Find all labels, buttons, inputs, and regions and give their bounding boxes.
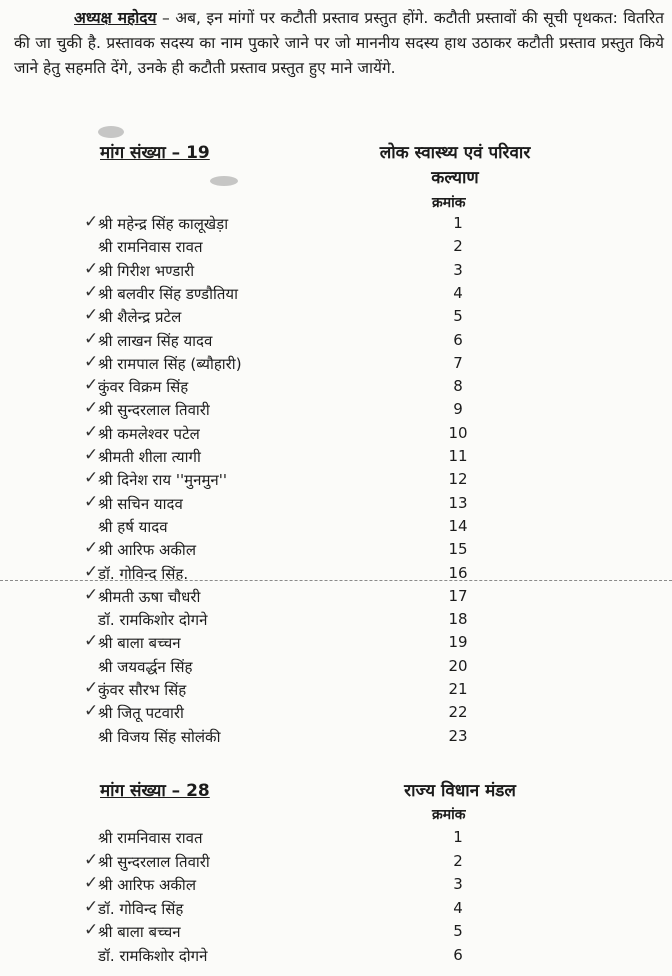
serial-number: 1 bbox=[453, 214, 463, 232]
serial-number: 6 bbox=[453, 330, 463, 349]
list-item bbox=[0, 377, 672, 400]
check-mark-icon: ✓ bbox=[84, 873, 99, 893]
speaker-label: अध्यक्ष महोदय bbox=[74, 9, 157, 27]
list-item bbox=[0, 281, 672, 307]
list-item bbox=[0, 491, 672, 517]
serial-number: 2 bbox=[453, 237, 463, 256]
page-divider-line bbox=[0, 580, 672, 581]
member-name: श्री कमलेश्वर पटेल bbox=[98, 424, 200, 443]
member-name: श्री दिनेश राय ''मुनमुन'' bbox=[98, 471, 227, 490]
member-name: श्रीमती शीला त्यागी bbox=[98, 448, 201, 466]
check-mark-icon: ✓ bbox=[84, 538, 99, 559]
member-name: श्री शैलेन्द्र प्रटेल bbox=[98, 308, 182, 327]
check-mark-icon: ✓ bbox=[84, 421, 99, 442]
intro-text: – अब, इन मांगों पर कटौती प्रस्ताव प्रस्तुत होंगे. कटौती प्रस्तावों की सूची पृथकत: वितरित की जा चुकी है. प्रस्तावक सदस्य का नाम पुकारे जाने पर जो माननीय सदस्य हाथ उठाकर कटौती प्रस्ताव प्रस्तुत किये जाने हेतु सहमति देंगे, उनके ही कटौती प्रस्ताव प्रस्तुत हुए माने जायेंगे. bbox=[14, 9, 665, 77]
serial-number: 4 bbox=[453, 898, 463, 917]
check-mark-icon: ✓ bbox=[84, 281, 99, 302]
list-item bbox=[0, 828, 672, 851]
list-item bbox=[0, 849, 672, 875]
member-name: कुंवर सौरभ सिंह bbox=[98, 681, 187, 699]
serial-number: 1 bbox=[453, 828, 463, 846]
member-name: श्री सुन्दरलाल तिवारी bbox=[98, 852, 210, 871]
list-item bbox=[0, 351, 672, 377]
list-item bbox=[0, 328, 672, 354]
serial-number: 17 bbox=[448, 586, 468, 605]
section1-kramank-header: क्रमांक bbox=[432, 195, 466, 211]
member-name: श्री बाला बच्चन bbox=[98, 634, 181, 653]
check-mark-icon: ✓ bbox=[84, 631, 99, 652]
list-item bbox=[0, 258, 672, 284]
list-item bbox=[0, 561, 672, 587]
member-name: श्री रामनिवास रावत bbox=[98, 829, 203, 847]
check-mark-icon: ✓ bbox=[84, 305, 99, 326]
section2-kramank-header: क्रमांक bbox=[432, 807, 466, 823]
serial-number: 5 bbox=[453, 307, 463, 326]
check-mark-icon: ✓ bbox=[84, 920, 99, 940]
section1-dept-line2: कल्याण bbox=[431, 168, 479, 188]
section2-title: मांग संख्या – 28 bbox=[100, 781, 210, 801]
list-item bbox=[0, 633, 672, 656]
list-item bbox=[0, 727, 672, 750]
list-item bbox=[0, 922, 672, 945]
serial-number: 21 bbox=[448, 680, 468, 698]
section1-title: मांग संख्या – 19 bbox=[100, 143, 210, 163]
list-item bbox=[0, 421, 672, 447]
member-name: डॉ. गोविन्द सिंह bbox=[98, 899, 184, 918]
serial-number: 3 bbox=[453, 875, 463, 893]
check-mark-icon: ✓ bbox=[84, 468, 99, 489]
serial-number: 22 bbox=[448, 703, 468, 722]
member-name: श्री लाखन सिंह यादव bbox=[98, 331, 213, 350]
serial-number: 7 bbox=[453, 353, 463, 372]
member-name: श्री रामनिवास रावत bbox=[98, 238, 203, 257]
serial-number: 11 bbox=[448, 447, 468, 465]
member-name: श्री विजय सिंह सोलंकी bbox=[98, 727, 221, 746]
check-mark-icon: ✓ bbox=[84, 398, 99, 419]
member-name: डॉ. गोविन्द सिंह. bbox=[98, 564, 189, 583]
serial-number: 13 bbox=[448, 493, 468, 512]
serial-number: 8 bbox=[453, 377, 463, 396]
member-name: श्री हर्ष यादव bbox=[98, 517, 168, 536]
list-item bbox=[0, 610, 672, 633]
serial-number: 15 bbox=[448, 540, 468, 559]
list-item bbox=[0, 680, 672, 703]
member-name: श्री सुन्दरलाल तिवारी bbox=[98, 401, 210, 420]
list-item bbox=[0, 517, 672, 540]
serial-number: 18 bbox=[448, 610, 468, 629]
serial-number: 23 bbox=[448, 726, 468, 745]
list-item bbox=[0, 540, 672, 563]
section2-dept-line1: राज्य विधान मंडल bbox=[404, 781, 516, 801]
check-mark-icon: ✓ bbox=[84, 896, 99, 917]
member-name: श्री गिरीश भण्डारी bbox=[98, 261, 195, 280]
list-item bbox=[0, 470, 672, 493]
member-name: श्री महेन्द्र सिंह कालूखेड़ा bbox=[98, 215, 229, 233]
list-item bbox=[0, 896, 672, 922]
check-mark-icon: ✓ bbox=[84, 351, 99, 372]
list-item bbox=[0, 946, 672, 969]
list-item bbox=[0, 584, 672, 610]
member-name: श्री बाला बच्चन bbox=[98, 923, 181, 941]
check-mark-icon: ✓ bbox=[84, 258, 99, 279]
member-name: श्री जितू पटवारी bbox=[98, 704, 184, 723]
ink-smudge bbox=[210, 176, 238, 186]
intro-paragraph bbox=[14, 6, 664, 81]
serial-number: 10 bbox=[448, 423, 468, 442]
check-mark-icon: ✓ bbox=[84, 328, 99, 349]
list-item bbox=[0, 214, 672, 237]
list-item bbox=[0, 400, 672, 423]
serial-number: 5 bbox=[453, 922, 463, 940]
member-name: श्री रामपाल सिंह (ब्यौहारी) bbox=[98, 354, 242, 373]
serial-number: 14 bbox=[448, 516, 468, 535]
check-mark-icon: ✓ bbox=[84, 678, 99, 698]
member-name: श्री जयवर्द्धन सिंह bbox=[98, 657, 193, 676]
member-name: श्रीमती ऊषा चौधरी bbox=[98, 587, 201, 606]
member-name: डॉ. रामकिशोर दोगने bbox=[98, 946, 208, 965]
serial-number: 4 bbox=[453, 283, 463, 302]
check-mark-icon: ✓ bbox=[84, 849, 99, 870]
list-item bbox=[0, 447, 672, 470]
check-mark-icon: ✓ bbox=[84, 375, 99, 396]
check-mark-icon: ✓ bbox=[84, 701, 99, 722]
member-name: डॉ. रामकिशोर दोगने bbox=[98, 611, 208, 630]
check-mark-icon: ✓ bbox=[84, 584, 99, 605]
member-name: श्री सचिन यादव bbox=[98, 494, 183, 513]
check-mark-icon: ✓ bbox=[84, 445, 99, 465]
serial-number: 2 bbox=[453, 851, 463, 870]
serial-number: 12 bbox=[448, 470, 468, 489]
check-mark-icon: ✓ bbox=[84, 212, 99, 232]
list-item bbox=[0, 307, 672, 330]
serial-number: 19 bbox=[448, 633, 468, 652]
section1-dept-line1: लोक स्वास्थ्य एवं परिवार bbox=[379, 143, 531, 163]
serial-number: 16 bbox=[448, 563, 468, 582]
list-item bbox=[0, 703, 672, 726]
member-name: श्री आरिफ अकील bbox=[98, 541, 196, 560]
list-item bbox=[0, 237, 672, 260]
member-name: कुंवर विक्रम सिंह bbox=[98, 378, 189, 397]
serial-number: 9 bbox=[453, 400, 463, 419]
serial-number: 3 bbox=[453, 260, 463, 279]
ink-smudge bbox=[98, 126, 124, 138]
member-name: श्री बलवीर सिंह डण्डौतिया bbox=[98, 284, 238, 303]
serial-number: 6 bbox=[453, 945, 463, 964]
list-item bbox=[0, 657, 672, 680]
check-mark-icon: ✓ bbox=[84, 491, 99, 512]
list-item bbox=[0, 875, 672, 898]
member-name: श्री आरिफ अकील bbox=[98, 876, 196, 894]
serial-number: 20 bbox=[448, 656, 468, 675]
check-mark-icon: ✓ bbox=[84, 561, 99, 582]
